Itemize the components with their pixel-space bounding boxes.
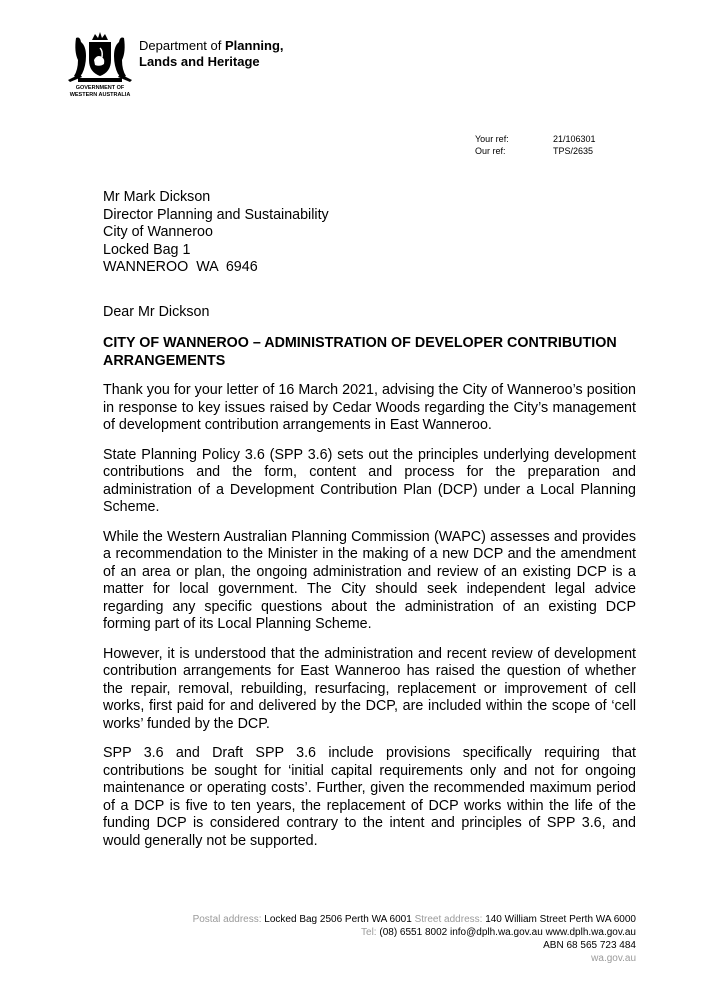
reference-block xyxy=(475,133,596,157)
street-value: 140 William Street Perth WA 6000 xyxy=(485,914,636,925)
address-line: Locked Bag 1 xyxy=(103,241,191,258)
department-name: Department of Planning, Lands and Heritage xyxy=(139,38,284,69)
our-ref-row xyxy=(475,145,596,157)
paragraph: State Planning Policy 3.6 (SPP 3.6) sets out the principles underlying development contributions and the form, content and process for the preparation and administration of a Development Contribution Plan (DCP) under a Local Planning Scheme. xyxy=(103,446,636,515)
tel-label: Tel: xyxy=(361,927,377,938)
postal-value: Locked Bag 2506 Perth WA 6001 xyxy=(264,914,412,925)
our-ref-label: Our ref: xyxy=(475,146,506,156)
street-label: Street address: xyxy=(414,914,483,925)
recipient-address xyxy=(103,189,636,277)
subject-heading: CITY OF WANNEROO – ADMINISTRATION OF DEVELOPER CONTRIBUTION ARRANGEMENTS xyxy=(103,335,617,369)
website-link[interactable]: www.dplh.wa.gov.au xyxy=(545,927,636,938)
paragraph: However, it is understood that the administration and recent review of development contribution arrangements for East Wanneroo has raised the question of whether the repair, removal, rebuilding, resurfacing, replacement or improvement of cell works, first paid for and delivered by the DCP, are included within the scope of ‘cell works’ funded by the DCP. xyxy=(103,645,636,732)
abn: ABN 68 565 723 484 xyxy=(543,940,636,951)
postal-label: Postal address: xyxy=(192,914,262,925)
crest-caption: GOVERNMENT OF WESTERN AUSTRALIA xyxy=(69,85,131,98)
address-line: City of Wanneroo xyxy=(103,224,213,240)
address-line: Director Planning and Sustainability xyxy=(103,206,329,223)
address-line: Mr Mark Dickson xyxy=(103,189,211,205)
your-ref-row xyxy=(475,133,596,145)
paragraph: SPP 3.6 and Draft SPP 3.6 include provisions specifically requiring that contributions be sought for ‘initial capital requirements only and not for ongoing maintenance or operating costs’. Further, given the recommended maximum period of a DCP is five to ten years, the replacement of DCP works within the life of the funding DCP is considered contrary to the intent and principles of SPP 3.6, and would generally not be supported. xyxy=(103,745,636,849)
your-ref-label: Your ref: xyxy=(475,134,509,144)
tel-value: (08) 6551 8002 xyxy=(379,927,448,938)
paragraph: While the Western Australian Planning Commission (WAPC) assesses and provides a recommendation to the Minister in the making of a new DCP and the amendment of an area or plan, the ongoing administration and review of an existing DCP is a matter for local government. The City should seek independent legal advice regarding any specific questions about the administration of an existing DCP forming part of its Local Planning Scheme. xyxy=(103,528,636,632)
paragraph: Thank you for your letter of 16 March 2021, advising the City of Wanneroo’s position in response to key issues raised by Cedar Woods regarding the City’s management of development contribution arrangements in East Wanneroo. xyxy=(103,382,636,433)
letter-body xyxy=(103,189,636,850)
footer-contact xyxy=(193,913,636,965)
your-ref-value: 21/106301 xyxy=(553,134,596,144)
email-link[interactable]: info@dplh.wa.gov.au xyxy=(449,927,543,938)
our-ref-value: TPS/2635 xyxy=(553,146,594,156)
salutation: Dear Mr Dickson xyxy=(103,303,210,320)
address-line: WANNEROO WA 6946 xyxy=(103,259,258,275)
wa-site-link[interactable]: wa.gov.au xyxy=(591,953,636,964)
